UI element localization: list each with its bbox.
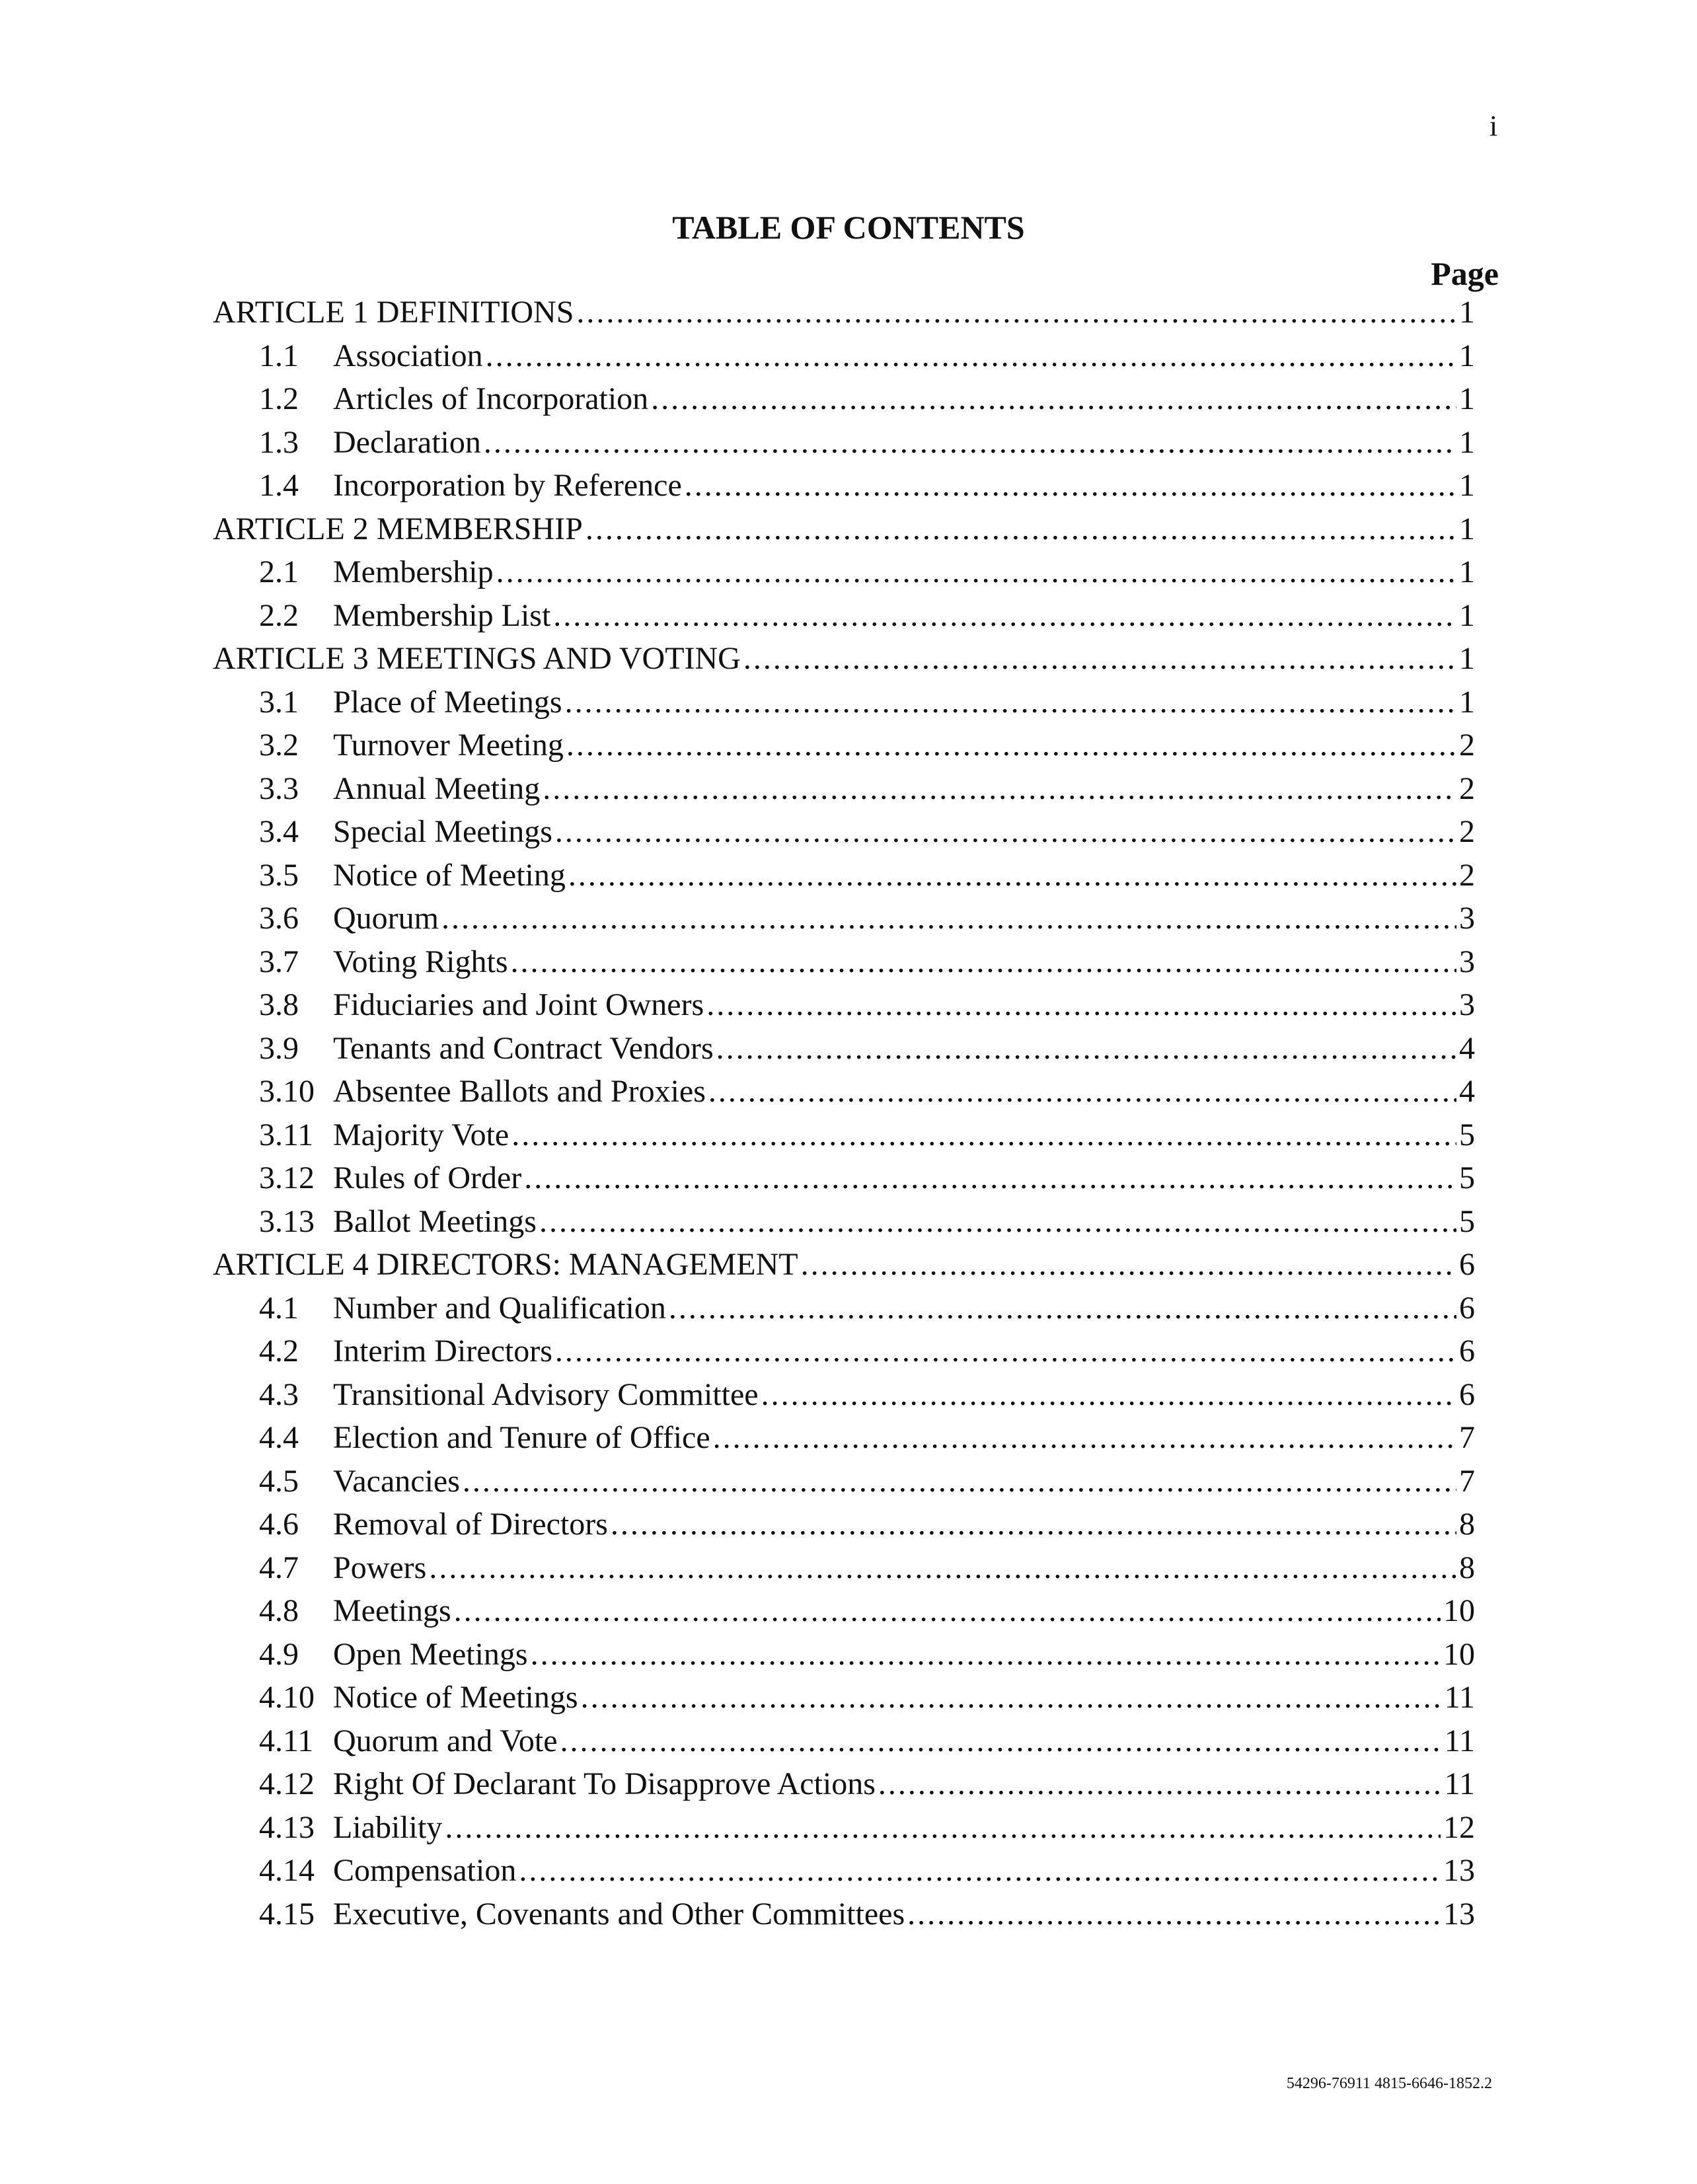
entry-title: ARTICLE 1 DEFINITIONS	[213, 295, 574, 330]
entry-title: Quorum and Vote	[333, 1723, 558, 1758]
toc-section-entry	[259, 338, 1475, 375]
section-number: 4.4	[259, 1420, 299, 1455]
toc-section-entry	[259, 1117, 1475, 1154]
toc-section-entry	[259, 1766, 1475, 1803]
section-number: 1.4	[259, 468, 299, 503]
page-number: i	[1489, 110, 1498, 142]
entry-page-number: 6	[1459, 1376, 1475, 1412]
entry-title: Majority Vote	[333, 1117, 509, 1152]
toc-title: TABLE OF CONTENTS	[672, 209, 1025, 246]
entry-page-number: 11	[1444, 1723, 1475, 1758]
section-number: 3.1	[259, 684, 299, 720]
entry-page-number: 5	[1459, 1117, 1475, 1152]
section-number: 1.1	[259, 338, 299, 373]
entry-page-number: 2	[1459, 814, 1475, 849]
entry-page-number: 6	[1459, 1334, 1475, 1369]
entry-page-number: 1	[1459, 381, 1475, 416]
toc-section-entry	[259, 944, 1475, 981]
section-number: 4.7	[259, 1550, 299, 1585]
dot-leader	[651, 381, 1456, 418]
dot-leader	[454, 1593, 1441, 1630]
section-number: 4.1	[259, 1290, 299, 1326]
toc-section-entry	[259, 1463, 1475, 1500]
entry-page-number: 2	[1459, 771, 1475, 806]
entry-title: Notice of Meetings	[333, 1680, 578, 1715]
entry-title: Place of Meetings	[333, 684, 562, 720]
section-number: 2.1	[259, 554, 299, 589]
dot-leader	[576, 294, 1456, 331]
entry-page-number: 2	[1459, 728, 1475, 763]
section-number: 2.2	[259, 597, 299, 633]
dot-leader	[539, 1203, 1456, 1240]
entry-title: Special Meetings	[333, 814, 552, 849]
toc-section-entry	[259, 1852, 1475, 1889]
entry-page-number: 6	[1459, 1290, 1475, 1326]
toc-section-entry	[259, 1030, 1475, 1067]
entry-page-number: 2	[1459, 857, 1475, 893]
toc-article-entry	[213, 511, 1475, 548]
entry-title: Rules of Order	[333, 1160, 522, 1195]
document-id: 54296-76911 4815-6646-1852.2	[1286, 2075, 1492, 2092]
section-number: 4.3	[259, 1376, 299, 1412]
toc-section-entry	[259, 684, 1475, 721]
toc-article-entry	[213, 1246, 1475, 1283]
dot-leader	[531, 1636, 1441, 1673]
toc-section-entry	[259, 381, 1475, 418]
entry-title: Association	[333, 338, 483, 373]
dot-leader	[496, 554, 1456, 591]
entry-title: Tenants and Contract Vendors	[333, 1030, 714, 1066]
entry-title: Membership	[333, 554, 494, 589]
toc-section-entry	[259, 554, 1475, 591]
section-number: 3.3	[259, 771, 299, 806]
section-number: 1.3	[259, 424, 299, 460]
section-number: 4.11	[259, 1723, 314, 1758]
dot-leader	[463, 1463, 1456, 1500]
toc-section-entry	[259, 857, 1475, 894]
section-number: 4.15	[259, 1896, 315, 1932]
entry-page-number: 1	[1459, 597, 1475, 633]
dot-leader	[441, 900, 1456, 937]
entry-page-number: 11	[1444, 1680, 1475, 1715]
dot-leader	[560, 1723, 1442, 1760]
toc-section-entry	[259, 1073, 1475, 1110]
entry-page-number: 1	[1459, 338, 1475, 373]
toc-section-entry	[259, 1419, 1475, 1456]
entry-page-number: 7	[1459, 1420, 1475, 1455]
entry-page-number: 3	[1459, 944, 1475, 979]
entry-title: Executive, Covenants and Other Committees	[333, 1896, 905, 1932]
entry-page-number: 6	[1459, 1247, 1475, 1282]
entry-title: Fiduciaries and Joint Owners	[333, 987, 704, 1022]
dot-leader	[611, 1506, 1456, 1543]
dot-leader	[484, 424, 1456, 461]
dot-leader	[761, 1376, 1456, 1413]
dot-leader	[581, 1679, 1442, 1716]
entry-page-number: 7	[1459, 1463, 1475, 1499]
entry-page-number: 4	[1459, 1074, 1475, 1109]
dot-leader	[565, 684, 1456, 721]
toc-section-entry	[259, 467, 1475, 504]
entry-page-number: 10	[1443, 1593, 1475, 1628]
dot-leader	[486, 338, 1456, 375]
entry-page-number: 12	[1443, 1809, 1475, 1845]
section-number: 4.5	[259, 1463, 299, 1499]
entry-title: Notice of Meeting	[333, 857, 566, 893]
section-number: 3.6	[259, 901, 299, 936]
dot-leader	[566, 727, 1456, 764]
entry-page-number: 1	[1459, 295, 1475, 330]
section-number: 4.14	[259, 1853, 315, 1888]
entry-title: Declaration	[333, 424, 481, 460]
toc-section-entry	[259, 1809, 1475, 1846]
toc-section-entry	[259, 813, 1475, 850]
dot-leader	[716, 1030, 1456, 1067]
section-number: 4.2	[259, 1334, 299, 1369]
toc-section-entry	[259, 1896, 1475, 1933]
toc-section-entry	[259, 1723, 1475, 1760]
dot-leader	[555, 1333, 1456, 1370]
toc-section-entry	[259, 771, 1475, 808]
dot-leader	[524, 1160, 1456, 1197]
section-number: 3.4	[259, 814, 299, 849]
section-number: 4.12	[259, 1766, 315, 1801]
entry-page-number: 8	[1459, 1550, 1475, 1585]
entry-title: Transitional Advisory Committee	[333, 1376, 759, 1412]
dot-leader	[907, 1896, 1441, 1933]
dot-leader	[669, 1290, 1456, 1327]
dot-leader	[706, 987, 1456, 1024]
entry-page-number: 3	[1459, 901, 1475, 936]
dot-leader	[519, 1852, 1441, 1889]
toc-section-entry	[259, 1333, 1475, 1370]
toc-section-entry	[259, 1506, 1475, 1543]
toc-section-entry	[259, 727, 1475, 764]
entry-title: ARTICLE 3 MEETINGS AND VOTING	[213, 641, 741, 676]
dot-leader	[429, 1550, 1456, 1587]
dot-leader	[801, 1246, 1456, 1283]
section-number: 3.11	[259, 1117, 314, 1152]
section-number: 1.2	[259, 381, 299, 416]
dot-leader	[685, 467, 1456, 504]
dot-leader	[445, 1809, 1441, 1846]
entry-title: Vacancies	[333, 1463, 460, 1499]
entry-title: Absentee Ballots and Proxies	[333, 1074, 706, 1109]
section-number: 3.2	[259, 728, 299, 763]
dot-leader	[743, 640, 1456, 677]
section-number: 4.10	[259, 1680, 315, 1715]
entry-title: Turnover Meeting	[333, 728, 564, 763]
dot-leader	[708, 1073, 1456, 1110]
toc-section-entry	[259, 1636, 1475, 1673]
entry-title: ARTICLE 4 DIRECTORS: MANAGEMENT	[213, 1247, 798, 1282]
dot-leader	[511, 944, 1456, 981]
section-number: 3.12	[259, 1160, 315, 1195]
entry-page-number: 11	[1444, 1766, 1475, 1801]
entry-title: Articles of Incorporation	[333, 381, 649, 416]
dot-leader	[555, 813, 1456, 850]
entry-title: Quorum	[333, 901, 439, 936]
entry-title: Voting Rights	[333, 944, 508, 979]
entry-title: Removal of Directors	[333, 1507, 608, 1542]
dot-leader	[543, 771, 1456, 808]
entry-title: Election and Tenure of Office	[333, 1420, 710, 1455]
entry-page-number: 1	[1459, 511, 1475, 546]
entry-title: Meetings	[333, 1593, 451, 1628]
dot-leader	[511, 1117, 1456, 1154]
entry-page-number: 4	[1459, 1030, 1475, 1066]
section-number: 4.9	[259, 1636, 299, 1672]
entry-page-number: 13	[1443, 1853, 1475, 1888]
entry-title: Compensation	[333, 1853, 517, 1888]
entry-page-number: 10	[1443, 1636, 1475, 1672]
toc-article-entry	[213, 640, 1475, 677]
section-number: 4.8	[259, 1593, 299, 1628]
dot-leader	[713, 1419, 1456, 1456]
toc-article-entry	[213, 294, 1475, 331]
entry-title: Open Meetings	[333, 1636, 528, 1672]
entry-page-number: 5	[1459, 1160, 1475, 1195]
entry-page-number: 3	[1459, 987, 1475, 1022]
entry-title: Ballot Meetings	[333, 1203, 537, 1239]
entry-title: Liability	[333, 1809, 443, 1845]
section-number: 3.13	[259, 1203, 315, 1239]
section-number: 3.5	[259, 857, 299, 893]
entry-title: Right Of Declarant To Disapprove Actions	[333, 1766, 876, 1801]
entry-title: ARTICLE 2 MEMBERSHIP	[213, 511, 583, 546]
entry-page-number: 1	[1459, 554, 1475, 589]
entry-page-number: 1	[1459, 641, 1475, 676]
section-number: 4.13	[259, 1809, 315, 1845]
entry-title: Annual Meeting	[333, 771, 541, 806]
toc-section-entry	[259, 597, 1475, 634]
toc-section-entry	[259, 1290, 1475, 1327]
toc-section-entry	[259, 424, 1475, 461]
entry-page-number: 5	[1459, 1203, 1475, 1239]
entry-page-number: 8	[1459, 1507, 1475, 1542]
dot-leader	[553, 597, 1456, 634]
toc-section-entry	[259, 1203, 1475, 1240]
section-number: 3.10	[259, 1074, 315, 1109]
entry-title: Powers	[333, 1550, 427, 1585]
toc-section-entry	[259, 1376, 1475, 1413]
entry-page-number: 1	[1459, 424, 1475, 460]
section-number: 3.7	[259, 944, 299, 979]
entry-page-number: 13	[1443, 1896, 1475, 1932]
toc-section-entry	[259, 1550, 1475, 1587]
entry-title: Number and Qualification	[333, 1290, 666, 1326]
toc-section-entry	[259, 1160, 1475, 1197]
section-number: 3.8	[259, 987, 299, 1022]
entry-title: Membership List	[333, 597, 551, 633]
dot-leader	[568, 857, 1456, 894]
entry-page-number: 1	[1459, 684, 1475, 720]
dot-leader	[585, 511, 1456, 548]
section-number: 4.6	[259, 1507, 299, 1542]
page-column-heading: Page	[1431, 255, 1499, 292]
entry-title: Interim Directors	[333, 1334, 552, 1369]
toc-section-entry	[259, 1593, 1475, 1630]
entry-page-number: 1	[1459, 468, 1475, 503]
section-number: 3.9	[259, 1030, 299, 1066]
toc-section-entry	[259, 987, 1475, 1024]
toc-section-entry	[259, 900, 1475, 937]
entry-title: Incorporation by Reference	[333, 468, 682, 503]
dot-leader	[878, 1766, 1442, 1803]
toc-section-entry	[259, 1679, 1475, 1716]
